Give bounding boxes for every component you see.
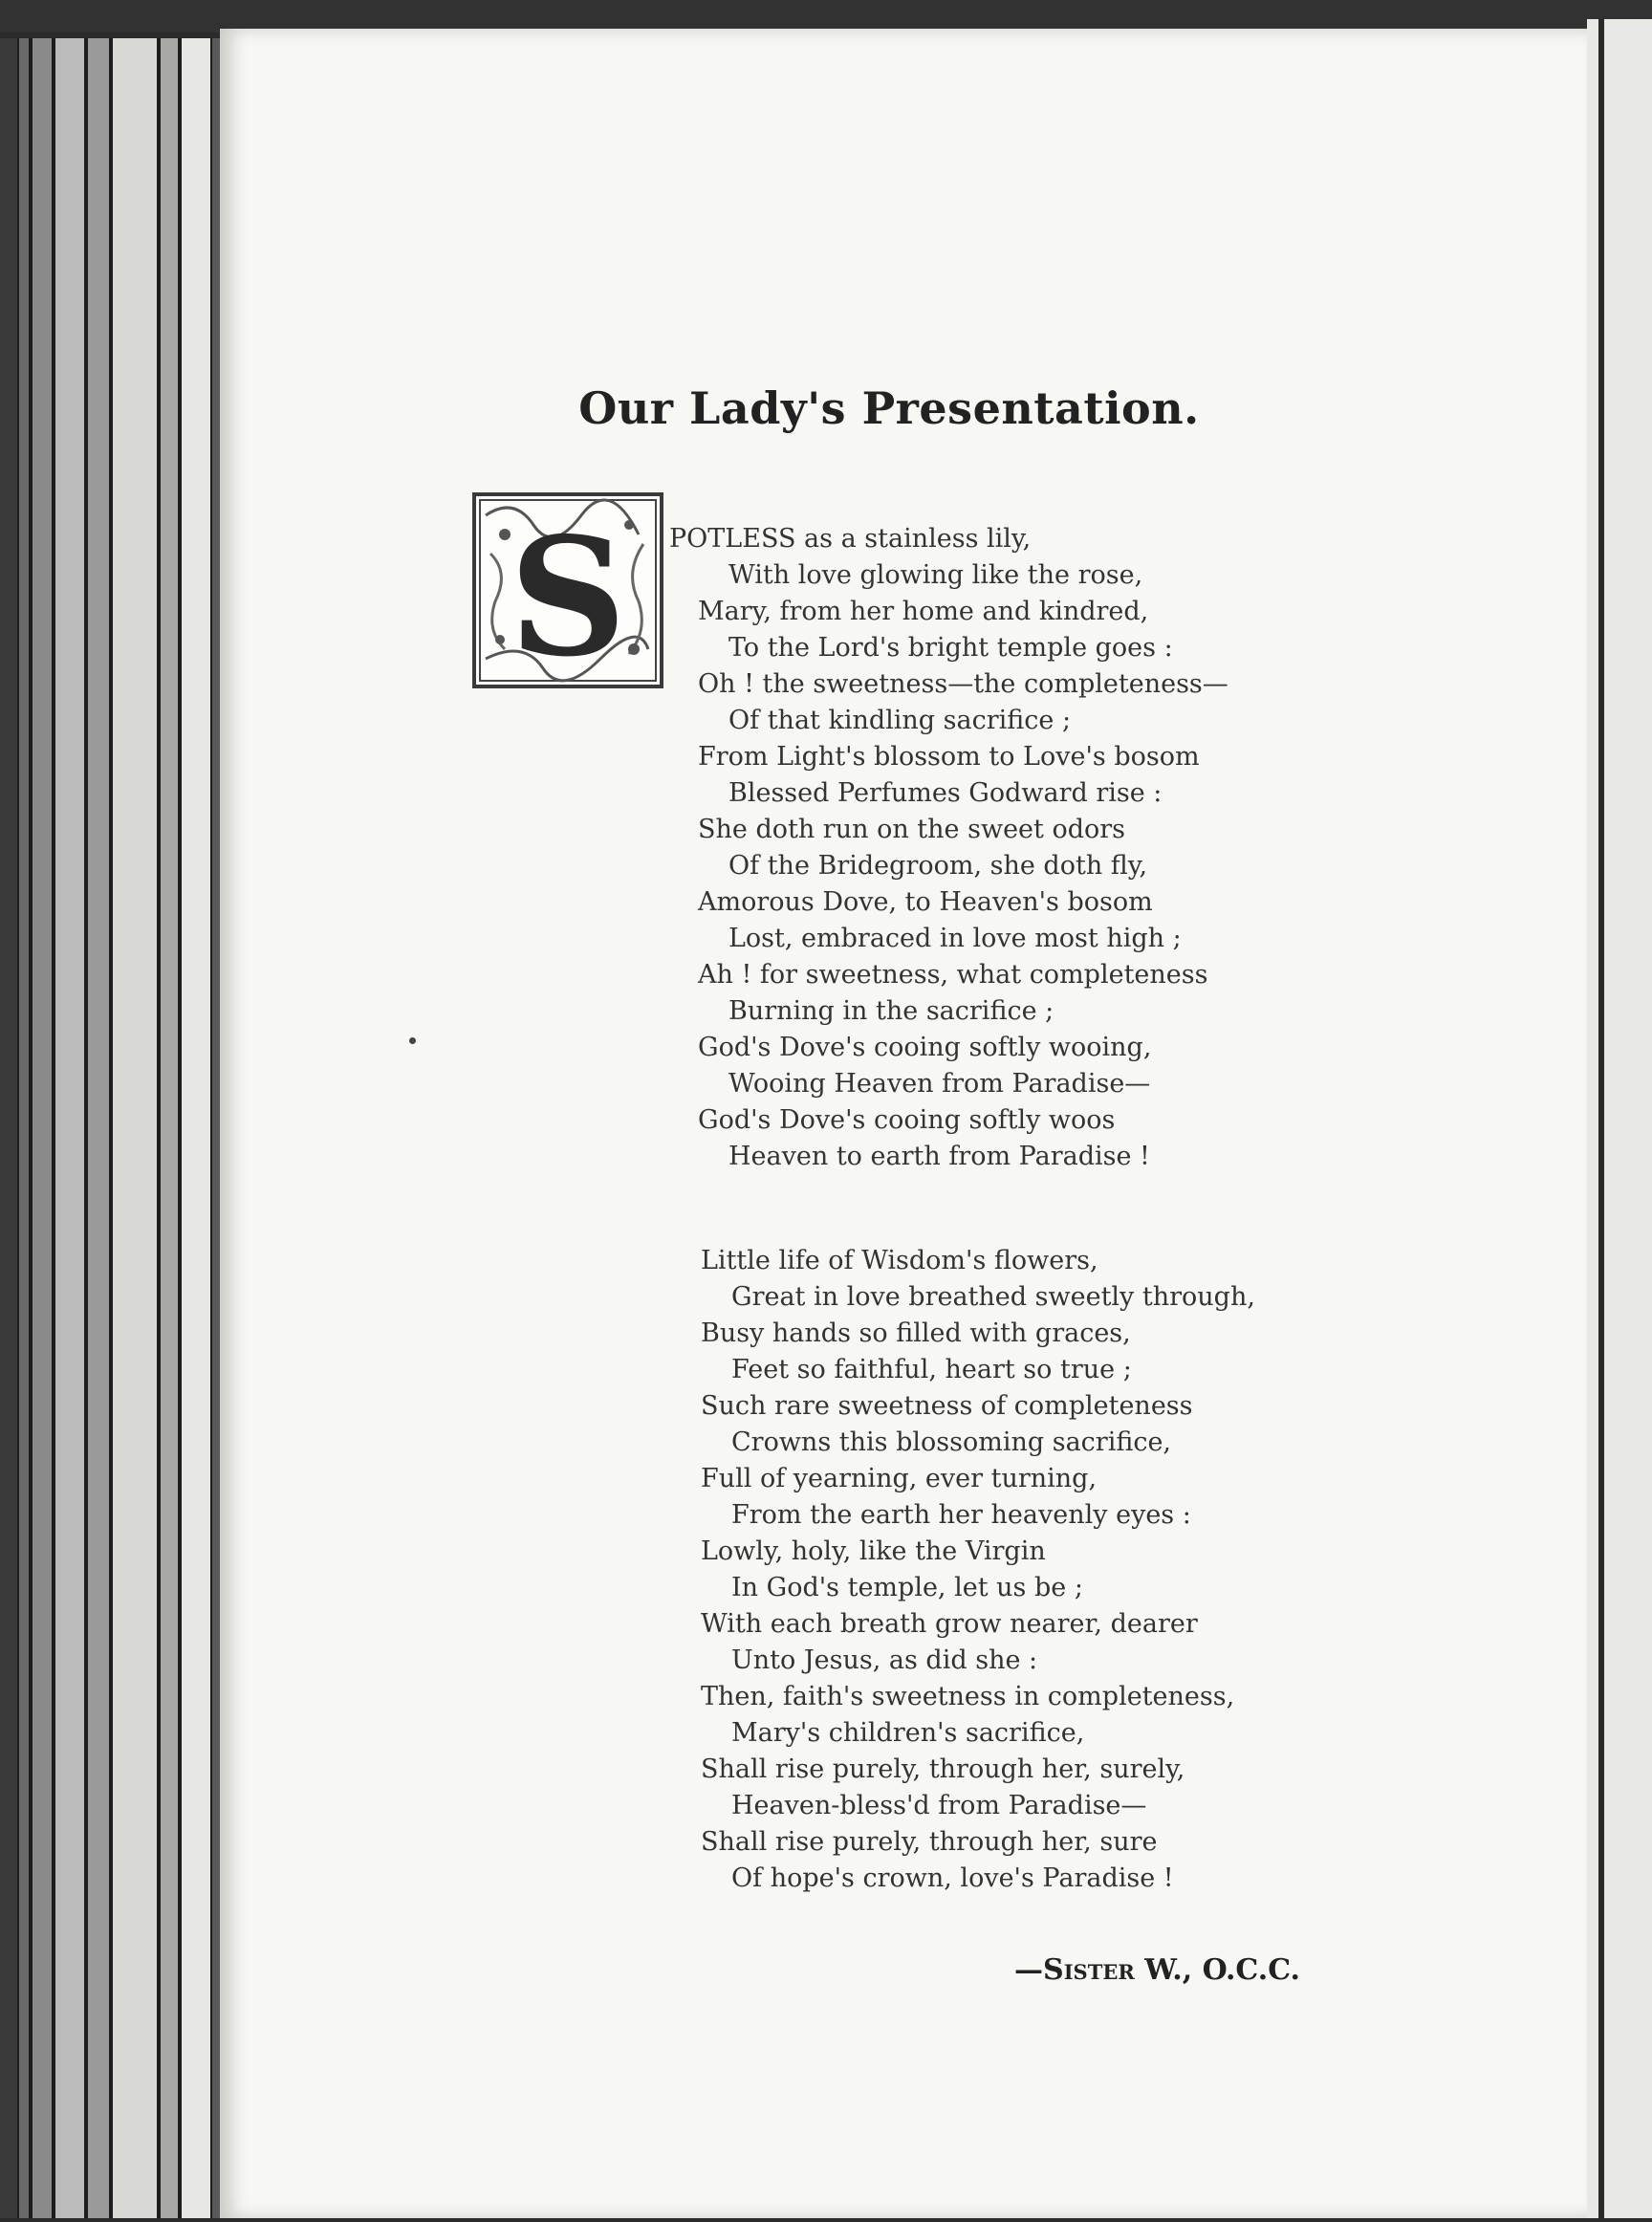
poem-line: Full of yearning, ever turning, <box>701 1464 1098 1493</box>
ink-speck <box>409 1037 416 1044</box>
poem-line: Of hope's crown, love's Paradise ! <box>731 1863 1174 1893</box>
poem-line: Oh ! the sweetness—the completeness— <box>698 669 1228 699</box>
poem-stanza-2 <box>701 1243 1370 1897</box>
poem-line: Shall rise purely, through her, sure <box>701 1827 1158 1857</box>
poem-line: Heaven-bless'd from Paradise— <box>731 1791 1147 1820</box>
poem-line: Little life of Wisdom's flowers, <box>701 1246 1098 1275</box>
initial-letter: S <box>509 502 627 685</box>
poem-line: Unto Jesus, as did she : <box>731 1645 1038 1675</box>
poem-title: Our Lady's Presentation. <box>578 382 1200 434</box>
right-page-gutter <box>1587 19 1652 2218</box>
poem-line: Wooing Heaven from Paradise— <box>728 1069 1151 1099</box>
poem-line: Lowly, holy, like the Virgin <box>701 1536 1046 1566</box>
poem-line: Ah ! for sweetness, what completeness <box>698 960 1208 990</box>
poem-line: Busy hands so filled with graces, <box>701 1318 1131 1348</box>
page-edge-lines <box>0 38 225 2218</box>
poem-line: Mary, from her home and kindred, <box>698 597 1149 626</box>
poem-line: Lost, embraced in love most high ; <box>728 924 1182 953</box>
poem-line: Of that kindling sacrifice ; <box>728 706 1072 735</box>
poem-line: Burning in the sacrifice ; <box>728 996 1054 1026</box>
poem-line: Of the Bridegroom, she doth fly, <box>728 851 1148 881</box>
poem-stanza-1 <box>669 521 1367 1175</box>
poem-line: God's Dove's cooing softly woos <box>698 1105 1116 1135</box>
poem-line: From the earth her heavenly eyes : <box>731 1500 1191 1530</box>
poem-line: From Light's blossom to Love's bosom <box>698 742 1200 772</box>
poem-line: To the Lord's bright temple goes : <box>728 633 1173 663</box>
poem-line: Mary's children's sacrifice, <box>731 1718 1085 1748</box>
poem-line: Amorous Dove, to Heaven's bosom <box>698 887 1153 917</box>
author-signature: —Sister W., O.C.C. <box>1014 1953 1300 1987</box>
poem-line: Then, faith's sweetness in completeness, <box>701 1682 1235 1711</box>
poem-line: In God's temple, let us be ; <box>731 1573 1083 1602</box>
poem-line: With love glowing like the rose, <box>728 560 1143 590</box>
poem-line: She doth run on the sweet odors <box>698 815 1126 844</box>
poem-line: God's Dove's cooing softly wooing, <box>698 1033 1152 1062</box>
scan-top-border <box>0 0 1652 33</box>
ornament-initial-image <box>476 496 660 685</box>
poem-line: Feet so faithful, heart so true ; <box>731 1355 1132 1384</box>
poem-line: Shall rise purely, through her, surely, <box>701 1754 1185 1784</box>
poem-line: Heaven to earth from Paradise ! <box>728 1142 1150 1171</box>
poem-line: Great in love breathed sweetly through, <box>731 1282 1255 1312</box>
poem-line: Crowns this blossoming sacrifice, <box>731 1427 1172 1457</box>
gutter-line <box>1598 19 1604 2218</box>
decorated-initial <box>472 492 663 688</box>
poem-line: Blessed Perfumes Godward rise : <box>728 778 1163 808</box>
book-page-edges <box>0 38 225 2218</box>
poem-line: POTLESS as a stainless lily, <box>669 524 1032 554</box>
poem-line: With each breath grow nearer, dearer <box>701 1609 1198 1639</box>
poem-line: Such rare sweetness of completeness <box>701 1391 1193 1421</box>
